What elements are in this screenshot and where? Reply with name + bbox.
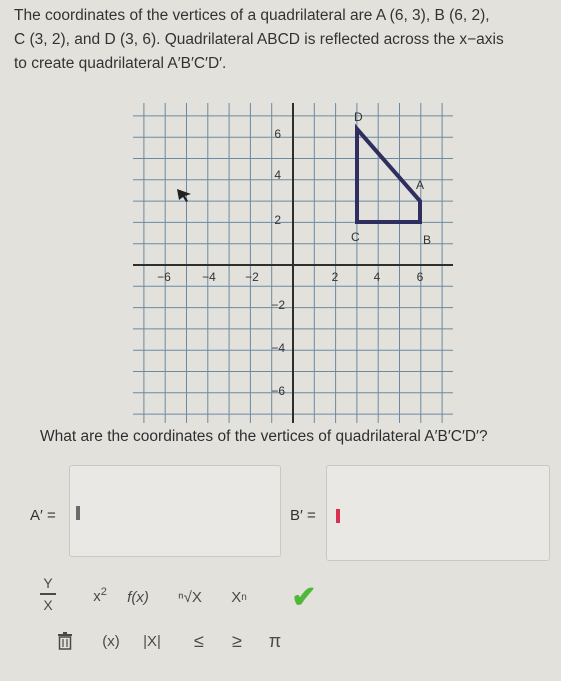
point-label-a: A — [416, 178, 425, 192]
point-label-b: B — [423, 233, 432, 247]
check-icon[interactable]: ✔ — [291, 580, 317, 614]
function-button[interactable]: f(x) — [127, 588, 149, 606]
fraction-denominator: X — [43, 596, 53, 613]
subscript-button[interactable] — [222, 582, 256, 612]
y-tick-neg2: −2 — [271, 298, 285, 312]
a-prime-label: A′ = — [30, 507, 56, 524]
y-tick-6: 6 — [274, 127, 281, 141]
x-tick-4: 4 — [373, 270, 381, 284]
problem-line-2: C (3, 2), and D (3, 6). Quadrilateral ABCD is reflected across the x−axis — [14, 31, 504, 48]
trash-button[interactable] — [52, 626, 78, 656]
graph-svg — [133, 103, 453, 423]
x-tick-6: 6 — [416, 270, 424, 284]
a-prime-input[interactable] — [69, 465, 281, 557]
b-prime-label: B′ = — [290, 507, 316, 524]
exponent-power: 2 — [100, 586, 107, 598]
x-tick-neg2: −2 — [245, 270, 259, 284]
subscript-base: X — [231, 588, 242, 606]
y-tick-neg4: −4 — [271, 341, 285, 355]
x-tick-neg4: −4 — [202, 270, 216, 284]
exponent-button[interactable] — [80, 578, 120, 614]
text-cursor — [76, 506, 80, 520]
b-prime-input[interactable] — [326, 465, 550, 561]
question-text: What are the coordinates of the vertices of quadrilateral A′B′C′D′? — [40, 428, 488, 445]
fraction-numerator: Y — [43, 575, 53, 592]
point-label-d: D — [354, 110, 363, 124]
absolute-value-button[interactable]: |X| — [143, 632, 161, 650]
exponent-base: x — [93, 587, 101, 605]
problem-text — [14, 4, 554, 76]
x-tick-neg6: −6 — [157, 270, 171, 284]
less-equal-button[interactable]: ≤ — [194, 630, 204, 651]
parentheses-button[interactable]: (x) — [102, 632, 120, 650]
greater-equal-button[interactable]: ≥ — [232, 630, 242, 651]
y-tick-2: 2 — [274, 213, 281, 227]
nth-root-button[interactable]: ⁿ√X — [178, 588, 202, 606]
pi-button[interactable]: π — [268, 630, 282, 651]
subscript-index: n — [241, 591, 247, 603]
problem-line-1: The coordinates of the vertices of a quadrilateral are A (6, 3), B (6, 2), — [14, 7, 490, 24]
text-cursor-active — [336, 509, 340, 523]
fraction-icon — [40, 575, 56, 613]
fraction-button[interactable] — [28, 572, 68, 616]
trash-icon — [57, 632, 73, 650]
fraction-bar — [40, 593, 56, 595]
y-tick-4: 4 — [274, 168, 281, 182]
problem-line-3: to create quadrilateral A′B′C′D′. — [14, 55, 227, 72]
coordinate-graph[interactable] — [133, 103, 453, 423]
point-label-c: C — [351, 230, 360, 244]
y-tick-neg6: −6 — [271, 384, 285, 398]
x-tick-2: 2 — [331, 270, 339, 284]
